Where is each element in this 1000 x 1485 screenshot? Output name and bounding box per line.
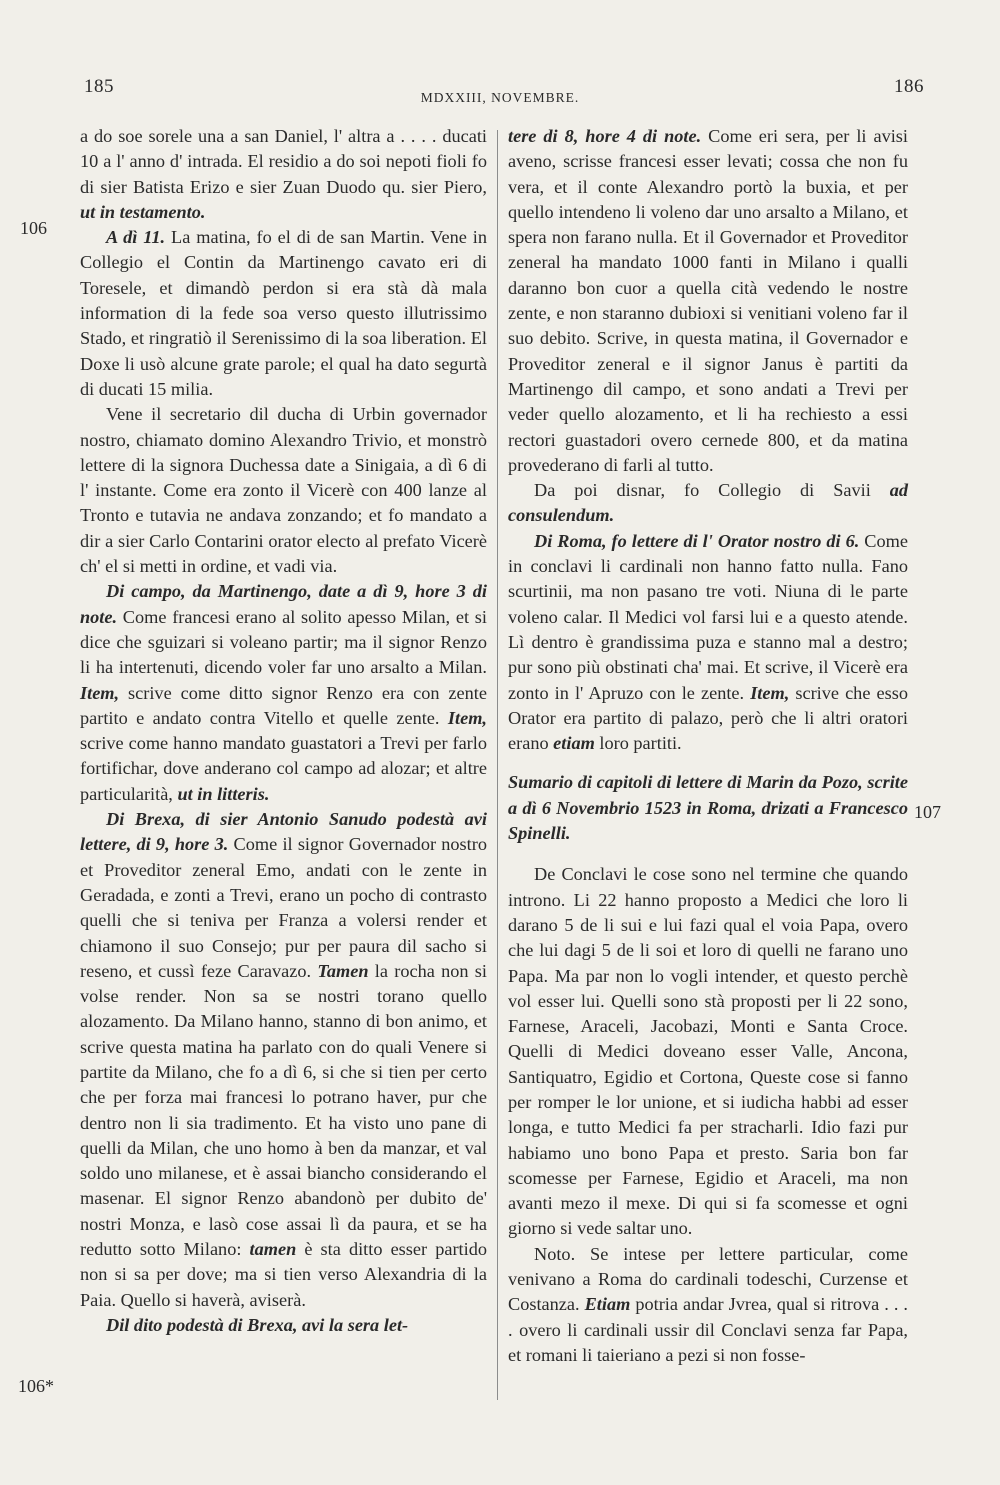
right-column [508, 124, 908, 1368]
paragraph: Di Brexa, di sier Antonio Sanudo podestà avi lettere, di 9, hore 3. Come il signor Governador nostro et Proveditor zeneral Emo, andati con le zente in Geradada, e zonti a Trevi, erano un pocho di contrasto quelli che si teniva per Franza a volersi render et chiamono il suo Consejo; pur per paura dil sacho si reseno, et cussì feze Caravazo. Tamen la rocha non si volse render. Non sa se nostri torano quello alozamento. Da Milano hanno, stanno di bon animo, et scrive questa matina ha parlato con do quali Venere si partite da Milano, che fo a dì 6, si che si tien per certo che per forza mai francesi lo potrano haver, pur che dentro non li sia tradimento. Et ha visto uno pane di quelli da Milan, che uno homo à ben da manzar, et val soldo uno milanese, et è assai biancho considerando el masenar. El signor Renzo abandonò per dubito de' nostri Monza, e lasò cose assai lì da paura, et se ha redutto sotto Milano: tamen è sta ditto esser partido non si sa per dove; ma si tien verso Alexandria di la Paia. Quello si haverà, aviserà. [80, 809, 487, 1310]
paragraph: Di campo, da Martinengo, date a dì 9, hore 3 di note. Come francesi erano al solito apesso Milan, et si dice che sguizari si voleano partir; ma il signor Renzo li ha intertenuti, dicendo voler far uno arsalto a Milan. Item, scrive come ditto signor Renzo era con zente partito e andato contra Vitello et quelle zente. Item, scrive come hanno mandato guastatori a Trevi per farlo fortifichar, dove anderano col campo ad alozar; et altre particularità, ut in litteris. [80, 581, 487, 804]
margin-note-107: 107 [914, 802, 941, 822]
paragraph: tere di 8, hore 4 di note. Come eri sera, per li avisi aveno, scrisse francesi esser levati; cossa che non fu vera, et il conte Alexandro portò la buxia, et per quello intendeno li voleno dar uno arsalto a Milano, et spera non farano nulla. Et il Governador et Proveditor zeneral ha mandato 1000 fanti in Milano i qualli daranno bon cuor a quella cità vedendo le nostre zente, e non staranno dubioxi si venitiani voleno far il suo debito. Scrive, in questa matina, il Governador e Proveditor zeneral e il signor Janus è partiti da Martinengo dil campo, et sono andati a Trevi per veder quello alozamento, et li ha rechiesto a essi rectori guastadori overo cernede 800, et da matina provederano di farli al tutto. [508, 126, 908, 475]
left-page-number: 185 [84, 76, 114, 97]
right-page-number: 186 [894, 76, 924, 97]
margin-note-106-star: 106* [18, 1376, 54, 1396]
column-divider [497, 130, 498, 1400]
margin-note-106: 106 [20, 218, 47, 238]
paragraph: Dil dito podestà di Brexa, avi la sera let- [106, 1314, 409, 1335]
paragraph: De Conclavi le cose sono nel termine che quando introno. Li 22 hanno proposto a Medici che loro li darano 5 de li sui e lui fazi qual el voia Papa, overo che lui dagi 5 de li soi et loro di quelli ne farano uno Papa. Ma par non lo vogli intender, et questo perchè vol esser lui. Quelli sono stà proposti per li 22 sono, Farnese, Araceli, Jacobazi, Monti e Santa Croce. Quelli di Medici doveano esser Valle, Ancona, Santiquatro, Egidio et Cortona, Queste cose si fanno per romper le lor unione, et si iudicha habbi ad esser longa, e tutto Medici fa per stracharli. Idio fazi pur habiamo uno bono Papa et presto. Saria bon far scomesse per Farnese, Egidio et Araceli, ma non avanti mezo il mexe. Di qui si fa scomesse et ogni giorno si vede saltar uno. [508, 864, 908, 1239]
section-heading: Sumario di capitoli di lettere di Marin da Pozo, scrite a dì 6 Novembrio 1523 in Roma, drizati a Francesco Spinelli. [508, 772, 908, 844]
paragraph: A dì 11. La matina, fo el di de san Martin. Vene in Collegio el Contin da Martinengo cavato eri di Toresele, et dimandò perdon si era stà dà mala information di la fede soa verso questo illutrissimo Stado, et ringratiò il Serenissimo di la soa liberation. El Doxe li usò alcune grate parole; el qual ha dato segurtà di ducati 15 milia. [80, 227, 488, 399]
paragraph: a do soe sorele una a san Daniel, l' altra a . . . . ducati 10 a l' anno d' intrada. El residio a do soi nepoti fioli fo di sier Batista Erizo e sier Zuan Duodo qu. sier Piero, ut in testamento. [80, 126, 487, 222]
running-header: MDXXIII, NOVEMBRE. [420, 90, 580, 105]
paragraph: Vene il secretario dil ducha di Urbin governador nostro, chiamato domino Alexandro Trivio, et monstrò lettere di la signora Duchessa date a Sinigaia, a dì 6 di l' instante. Come era zonto il Vicerè con 400 lanze al Tronto e tutavia ne andava zonzando; et fo mandato a dir a sier Carlo Contarini orator electo al prefato Vicerè ch' el si metti in ordine, et vadi via. [80, 404, 487, 577]
paragraph: Di Roma, fo lettere di l' Orator nostro di 6. Come in conclavi li cardinali non hanno fatto nulla. Fano scurtinii, ma non pasano tre voti. Niuna di le parte voleno calar. Il Medici vol farsi lui e a questo atende. Lì dentro è grandissima puza e stanno mal a destro; pur sono più obstinati cha' mai. Et scrive, il Vicerè era zonto in l' Apruzo con le zente. Item, scrive che esso Orator era partito di palazo, però che li altri oratori erano etiam loro partiti. [508, 530, 908, 754]
left-column [80, 124, 487, 1338]
paragraph: Da poi disnar, fo Collegio di Savii ad consulendum. [508, 480, 908, 526]
paragraph: Noto. Se intese per lettere particular, come venivano a Roma do cardinali todeschi, Curzense et Costanza. Etiam potria andar Jvrea, qual si ritrova . . . . overo li cardinali ussir dil Conclavi senza far Papa, et romani li taieriano a pezi si non fosse- [508, 1243, 908, 1365]
